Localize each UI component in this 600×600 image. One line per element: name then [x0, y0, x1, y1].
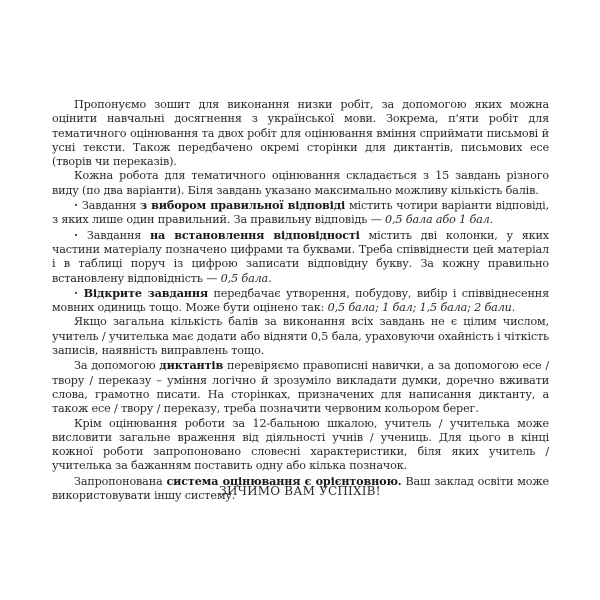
term-matching: на встановлення відповідності: [149, 227, 360, 242]
term-system: система оцінювання є орієнтовною.: [166, 473, 402, 488]
paragraph-structure: Кожна робота для тематичного оцінювання складається з 15 завдань різного виду (по два варіанти). Біля завдань указано максимально можливу кількість балів.: [52, 169, 549, 197]
score-open: 0,5 бала; 1 бал; 1,5 бала; 2 бали.: [327, 301, 516, 315]
paragraph-system: Запропонована система оцінювання є орієнтовною. Ваш заклад освіти може використовувати іншу систему.: [52, 473, 549, 503]
bullet-choice-task: · Завдання з вибором правильної відповіді містить чотири варіанти відповіді, з яких лише один правильний. За правильну відповідь — 0,5 бала або 1 бал.: [52, 198, 549, 228]
paragraph-rounding: Якщо загальна кількість балів за виконання всіх завдань не є цілим числом, учитель / учителька має додати або відняти 0,5 бала, ураховуючи охайність і чіткість записів, наявність виправлень тощо.: [52, 315, 549, 358]
closing-heading: ЗИЧИМО ВАМ УСПІХІВ!: [219, 484, 381, 498]
term-choice: з вибором правильної відповіді: [140, 198, 346, 213]
score-matching: 0,5 бала.: [220, 271, 272, 285]
document-body: [52, 98, 549, 503]
paragraph-intro: Пропонуємо зошит для виконання низки робіт, за допомогою яких можна оцінити навчальні досягнення з української мови. Зокрема, п'яти робіт для тематичного оцінювання та двох робіт для оцінювання вміння сприймати письмові й усні тексти. Також передбачено окремі сторінки для диктантів, письмових есе (творів чи переказів).: [52, 98, 549, 169]
term-dictations: диктантів: [159, 358, 224, 373]
paragraph-dictations: За допомогою диктантів перевіряємо правописні навички, а за допомогою есе / твору / переказу – уміння логічно й зрозуміло викладати думки, доречно вживати слова, грамотно писати. На сторінках, призначених для написання диктанту, а також есе / твору / переказу, треба позначити червоним кольором берег.: [52, 358, 549, 416]
term-open: Відкрите завдання: [83, 285, 208, 300]
paragraph-characteristics: Крім оцінювання роботи за 12-бальною шкалою, учитель / учителька може висловити загальне враження від діяльності учнів / учениць. Для цього в кінці кожної роботи запропоновано словесні характеристики, біля яких учитель / учителька за бажанням поставить одну або кілька позначок.: [52, 416, 549, 473]
score-choice: 0,5 бала або 1 бал.: [385, 213, 494, 227]
bullet-matching-task: · Завдання на встановлення відповідності містить дві колонки, у яких частини матеріалу позначено цифрами та буквами. Треба співвіднести цей матеріал і в таблиці поруч із цифрою записати відповідну букву. За кожну правильно встановлену відповідність — 0,5 бала.: [52, 228, 549, 286]
bullet-open-task: · Відкрите завдання передбачає утворення, побудову, вибір і співвіднесення мовних одиниць тощо. Може бути оцінено так: 0,5 бала; 1 бал; 1,5 бала; 2 бали.: [52, 286, 549, 316]
